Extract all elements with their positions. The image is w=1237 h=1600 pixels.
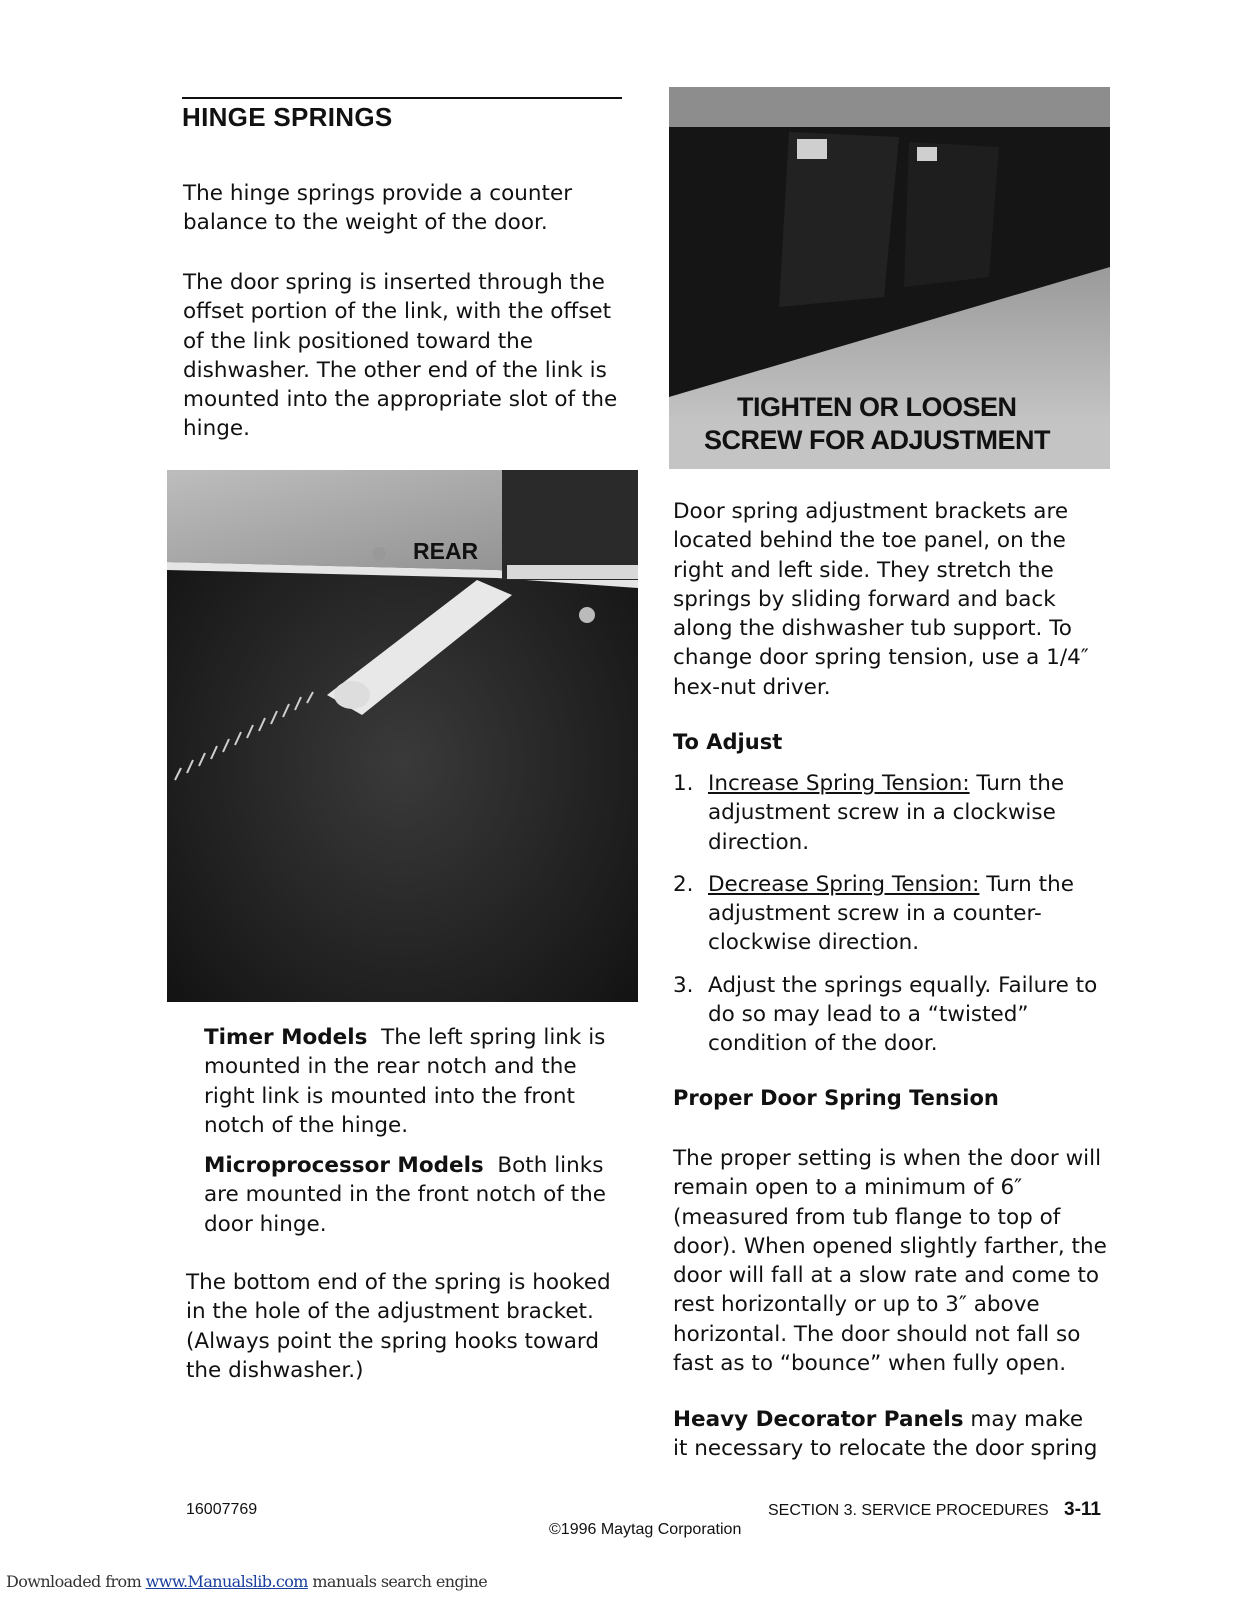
hinge-spring-photo <box>167 470 638 1002</box>
paragraph-door-spring: The door spring is inserted through the offset portion of the link, with the offset of the link positioned toward the dishwasher. The other end of the link is mounted into the appropriate slot of the hinge. <box>183 270 618 442</box>
microprocessor-models-note <box>204 1151 619 1239</box>
step-number: 1. <box>673 771 694 796</box>
step-text: Turn the adjustment screw in a counter-clockwise direction. <box>708 871 1074 956</box>
paragraph-counterbalance: The hinge springs provide a counter balance to the weight of the door. <box>183 181 573 236</box>
step-text: Turn the adjustment screw in a clockwise direction. <box>708 771 1065 855</box>
section-label: SECTION 3. SERVICE PROCEDURES <box>768 1502 1049 1519</box>
proper-tension-heading: Proper Door Spring Tension <box>673 1086 999 1110</box>
download-notice <box>6 1572 487 1591</box>
step-number: 2. <box>673 871 694 897</box>
step-text: Adjust the springs equally. Failure to do so may lead to a “twisted” condition of the door. <box>708 972 1098 1057</box>
manualslib-link[interactable]: www.Manualslib.com <box>145 1572 308 1591</box>
heavy-decorator-text: may make it necessary to relocate the door spring <box>673 1407 1098 1462</box>
download-suffix: manuals search engine <box>307 1572 488 1591</box>
photo-caption-line1: TIGHTEN OR LOOSEN <box>737 392 1017 422</box>
copyright: ©1996 Maytag Corporation <box>549 1521 742 1538</box>
adjustment-steps-list <box>673 769 1103 1072</box>
paragraph-bottom-end: The bottom end of the spring is hooked in the hole of the adjustment bracket. (Always point the spring hooks toward the dishwasher.) <box>186 1270 611 1383</box>
timer-models-text: The left spring link is mounted in the rear notch and the right link is mounted into the front notch of the hinge. <box>204 1025 606 1138</box>
step-number: 3. <box>673 972 694 998</box>
step-label: Decrease Spring Tension: <box>708 871 980 897</box>
paragraph-adjustment-brackets: Door spring adjustment brackets are located behind the toe panel, on the right and left side. They stretch the springs by sliding forward and back along the dishwasher tub support. To change door spring tension, use a 1/4″ hex-nut driver. <box>673 499 1089 700</box>
photo-caption-line2: SCREW FOR ADJUSTMENT <box>704 425 1050 455</box>
microprocessor-models-text: Both links are mounted in the front notch of the door hinge. <box>204 1153 606 1237</box>
microprocessor-models-title: Microprocessor Models <box>204 1153 484 1178</box>
timer-models-title: Timer Models <box>204 1025 368 1050</box>
to-adjust-heading: To Adjust <box>673 730 783 754</box>
heavy-decorator-note <box>673 1405 1103 1464</box>
photo-label-rear: REAR <box>413 538 479 564</box>
adjustment-bracket-photo <box>669 87 1110 469</box>
step-decrease-tension <box>673 870 1103 958</box>
heavy-decorator-title: Heavy Decorator Panels <box>673 1407 964 1432</box>
timer-models-note <box>204 1023 614 1140</box>
heading-rule <box>182 97 622 99</box>
paragraph-proper-setting: The proper setting is when the door will remain open to a minimum of 6″ (measured from tub flange to top of door). When opened slightly farther, the door will fall at a slow rate and come to rest horizontally or up to 3″ above horizontal. The door should not fall so fast as to “bounce” when fully open. <box>673 1146 1107 1377</box>
section-heading: HINGE SPRINGS <box>182 102 393 132</box>
step-adjust-equally <box>673 971 1103 1059</box>
download-prefix: Downloaded from <box>6 1572 146 1591</box>
step-increase-tension <box>673 769 1103 857</box>
page-number: 3-11 <box>1064 1499 1101 1520</box>
part-number: 16007769 <box>186 1501 258 1518</box>
hinge-spring-photo-graphic <box>167 470 638 1002</box>
step-label: Increase Spring Tension: <box>708 771 970 796</box>
